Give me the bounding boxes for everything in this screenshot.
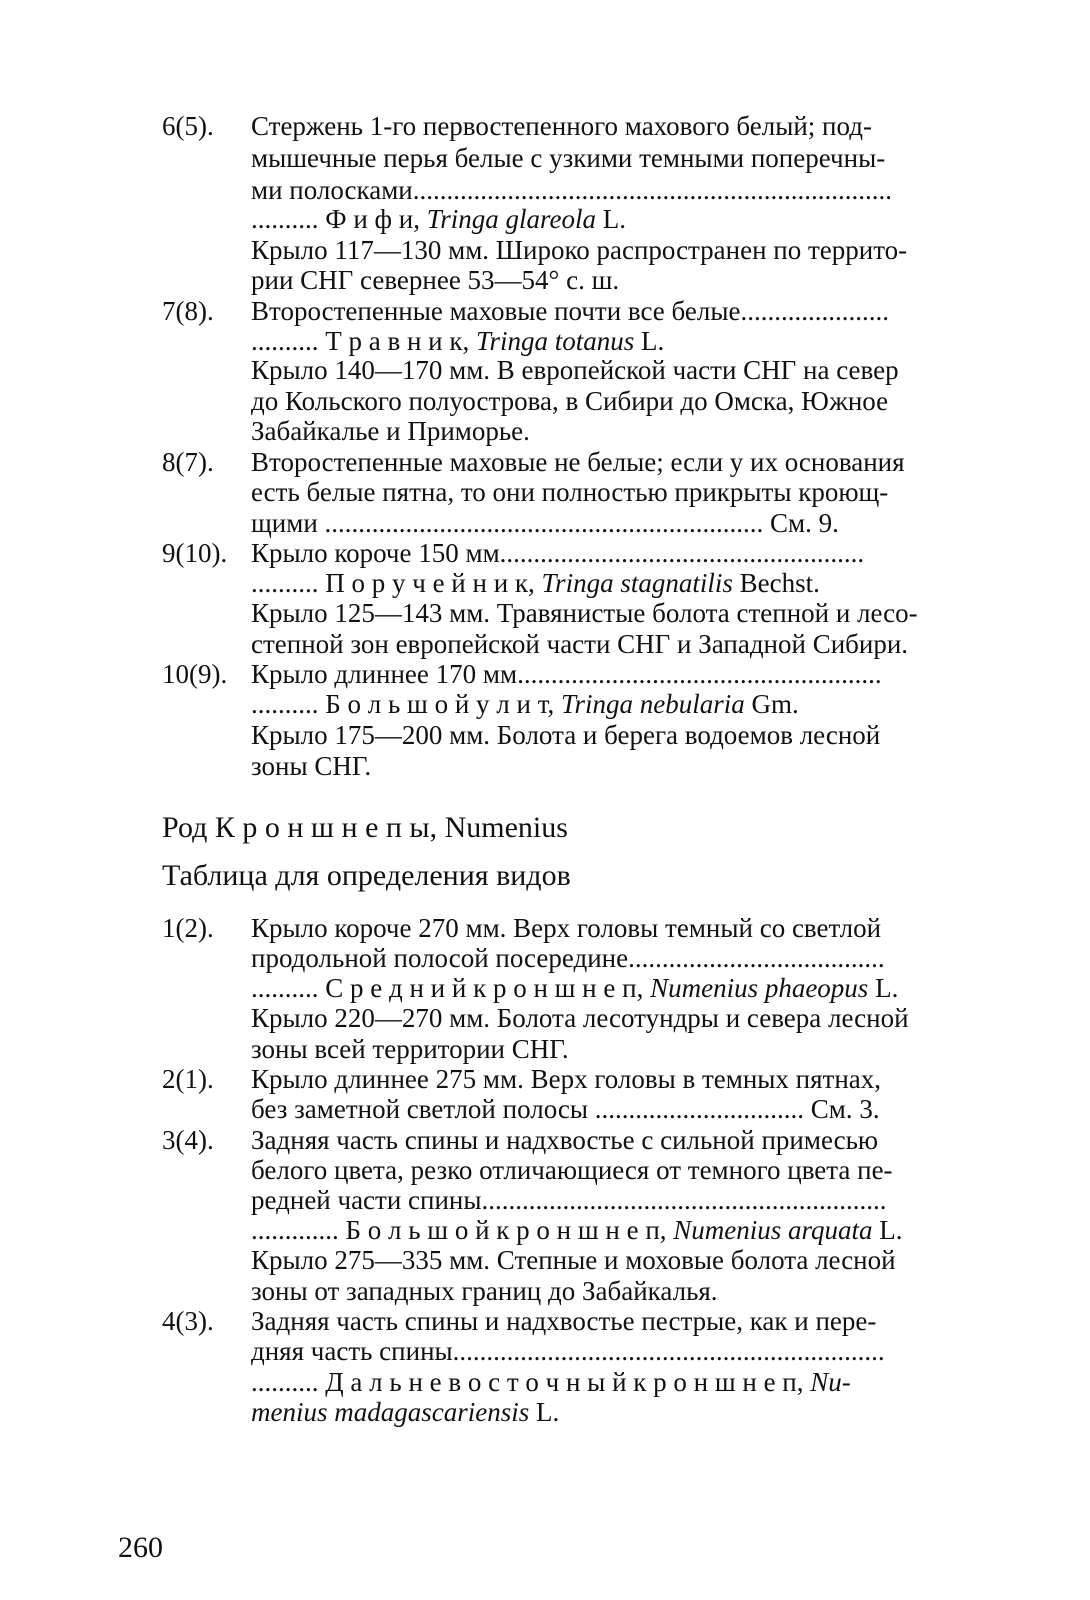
- page-number: 260: [118, 1531, 163, 1564]
- common-name: Б о л ь ш о й у л и т,: [325, 689, 555, 719]
- common-name: С р е д н и й к р о н ш н е п,: [325, 973, 644, 1003]
- species-result: [251, 972, 898, 1004]
- leader-dots: ..........: [251, 204, 319, 234]
- key-text-line: Крыло длиннее 275 мм. Верх головы в темных пятнах,: [251, 1064, 882, 1094]
- key-text-line: Второстепенные маховые почти все белые......................: [251, 296, 890, 326]
- species-note: зоны СНГ.: [251, 751, 372, 781]
- key-text-line: редней части спины............................................................: [251, 1185, 887, 1215]
- key-number: 4(3).: [162, 1306, 214, 1336]
- leader-dots: ..........: [251, 1367, 319, 1397]
- author: Gm.: [751, 689, 799, 719]
- latin-name: Tringa glareola: [426, 204, 597, 234]
- latin-name: Numenius arquata: [673, 1215, 873, 1245]
- species-result: [251, 203, 626, 235]
- species-note: зоны всей территории СНГ.: [251, 1034, 569, 1064]
- genus-name: К р о н ш н е п ы,: [214, 811, 438, 844]
- species-note: Крыло 175—200 мм. Болота и берега водоемов лесной: [251, 720, 881, 750]
- common-name: Б о л ь ш о й к р о н ш н е п,: [345, 1215, 667, 1245]
- leader-dots: ..........: [251, 689, 319, 719]
- species-note: рии СНГ севернее 53—54° с. ш.: [251, 265, 620, 295]
- key-text-line: Крыло короче 270 мм. Верх головы темный со светлой: [251, 913, 882, 943]
- key-text-line: без заметной светлой полосы ............................... См. 3.: [251, 1094, 880, 1124]
- species-note: до Кольского полуострова, в Сибири до Омска, Южное: [251, 386, 889, 416]
- species-note: Забайкалье и Приморье.: [251, 416, 530, 446]
- species-result: [251, 325, 664, 357]
- latin-name-cont: menius madagascariensis: [251, 1397, 530, 1427]
- table-heading: Таблица для определения видов: [162, 859, 571, 892]
- key-text-line: Крыло короче 150 мм......................................................: [251, 538, 865, 568]
- species-note: Крыло 117—130 мм. Широко распространен по террито-: [251, 235, 908, 265]
- key-number: 6(5).: [162, 111, 214, 141]
- leader-dots: .............: [251, 1215, 339, 1245]
- common-name: Ф и ф и,: [325, 204, 420, 234]
- latin-name: Tringa stagnatilis: [541, 568, 733, 598]
- species-note: зоны от западных границ до Забайкалья.: [251, 1276, 718, 1306]
- key-text-line: дняя часть спины................................................................: [251, 1336, 885, 1366]
- species-note: Крыло 275—335 мм. Степные и моховые болота лесной: [251, 1245, 896, 1275]
- key-text-line: Второстепенные маховые не белые; если у их основания: [251, 447, 905, 477]
- key-text-line: Стержень 1-го первостепенного махового белый; под-: [251, 111, 872, 141]
- species-result-cont: [251, 1396, 559, 1428]
- key-number: 9(10).: [162, 538, 228, 568]
- key-text-line: Задняя часть спины и надхвостье пестрые, как и пере-: [251, 1306, 877, 1336]
- leader-dots: ..........: [251, 973, 319, 1003]
- genus-prefix: Род: [162, 811, 208, 844]
- author: L.: [536, 1397, 560, 1427]
- latin-name: Tringa nebularia: [560, 689, 745, 719]
- author: L.: [879, 1215, 903, 1245]
- species-result: [251, 1214, 903, 1246]
- leader-dots: ..........: [251, 326, 319, 356]
- common-name: Т р а в н и к,: [325, 326, 470, 356]
- key-text-line: мышечные перья белые с узкими темными поперечны-: [251, 143, 886, 173]
- genus-latin: Numenius: [444, 811, 568, 844]
- species-note: Крыло 220—270 мм. Болота лесотундры и севера лесной: [251, 1003, 909, 1033]
- species-note: Крыло 140—170 мм. В европейской части СНГ на север: [251, 355, 899, 385]
- key-number: 8(7).: [162, 447, 214, 477]
- common-name: Д а л ь н е в о с т о ч н ы й к р о н ш н е п,: [325, 1367, 804, 1397]
- species-result: [251, 688, 799, 720]
- species-result: [251, 567, 820, 599]
- author: Bechst.: [739, 568, 820, 598]
- common-name: П о р у ч е й н и к,: [325, 568, 535, 598]
- species-result: [251, 1366, 851, 1398]
- key-text-line: Задняя часть спины и надхвостье с сильной примесью: [251, 1125, 879, 1155]
- latin-name: Numenius phaeopus: [650, 973, 869, 1003]
- key-text-line: есть белые пятна, то они полностью прикрыты кроющ-: [251, 477, 889, 507]
- key-number: 7(8).: [162, 296, 214, 326]
- key-text-line: Крыло длиннее 170 мм......................................................: [251, 659, 882, 689]
- species-note: Крыло 125—143 мм. Травянистые болота степной и лесо-: [251, 598, 918, 628]
- leader-dots: ..........: [251, 568, 319, 598]
- key-number: 10(9).: [162, 659, 228, 689]
- key-text-line: белого цвета, резко отличающиеся от темного цвета пе-: [251, 1155, 893, 1185]
- key-text-line: продольной полосой посередине......................................: [251, 943, 885, 973]
- latin-name: Tringa totanus: [476, 326, 635, 356]
- species-note: степной зон европейской части СНГ и Западной Сибири.: [251, 629, 909, 659]
- genus-heading: [162, 810, 568, 846]
- author: L.: [602, 204, 627, 234]
- key-number: 2(1).: [162, 1064, 214, 1094]
- key-text-line: щими ................................................................. См. 9.: [251, 508, 839, 538]
- key-number: 1(2).: [162, 913, 214, 943]
- latin-name: Nu-: [810, 1367, 851, 1397]
- key-number: 3(4).: [162, 1125, 214, 1155]
- key-text-line: ми полосками.......................................................................: [251, 175, 892, 205]
- author: L.: [641, 326, 665, 356]
- author: L.: [875, 973, 899, 1003]
